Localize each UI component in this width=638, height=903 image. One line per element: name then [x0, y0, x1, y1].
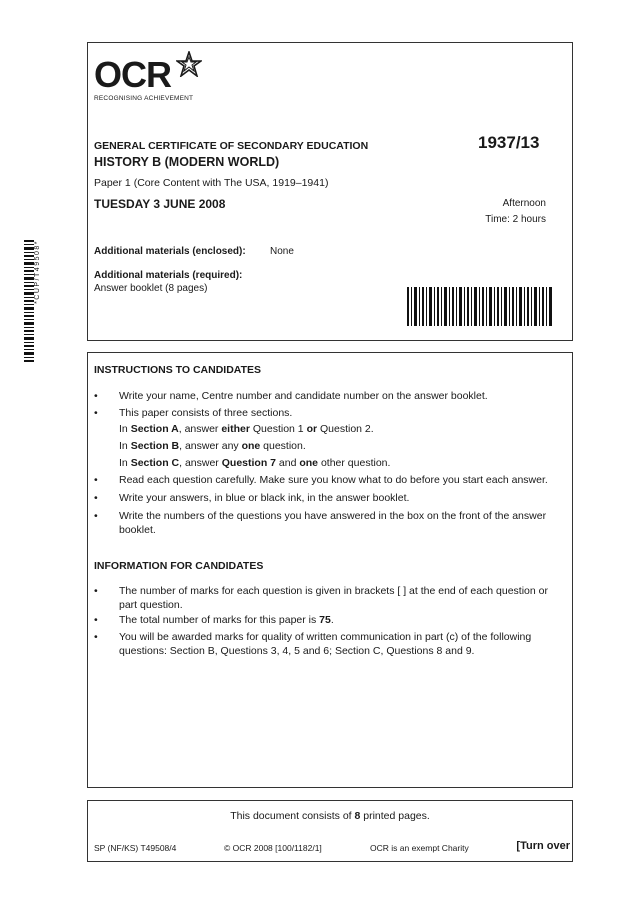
- logo-name: OCR: [94, 54, 171, 95]
- section-c-instruction: In Section C, answer Question 7 and one other question.: [119, 457, 391, 469]
- turn-over: [Turn over: [516, 840, 570, 852]
- materials-required-value: Answer booklet (8 pages): [94, 283, 208, 294]
- exam-time: Time: 2 hours: [485, 214, 546, 225]
- materials-enclosed-label: Additional materials (enclosed):: [94, 246, 246, 257]
- information-title: INFORMATION FOR CANDIDATES: [94, 560, 264, 572]
- paper-description: Paper 1 (Core Content with The USA, 1919–1941): [94, 177, 329, 189]
- logo-tagline: RECOGNISING ACHIEVEMENT: [94, 95, 194, 102]
- materials-required-label: Additional materials (required):: [94, 270, 243, 281]
- section-b-instruction: In Section B, answer any one question.: [119, 440, 306, 452]
- side-barcode: [24, 240, 34, 362]
- subject-title: HISTORY B (MODERN WORLD): [94, 155, 280, 169]
- qualification-title: GENERAL CERTIFICATE OF SECONDARY EDUCATION: [94, 140, 369, 152]
- paper-reference: SP (NF/KS) T49508/4: [94, 843, 177, 853]
- side-barcode-text: *CUP/T49508*: [34, 240, 41, 304]
- materials-enclosed-value: None: [270, 246, 294, 257]
- charity-note: OCR is an exempt Charity: [370, 843, 469, 853]
- exam-session: Afternoon: [502, 198, 546, 209]
- ocr-logo: [94, 54, 234, 115]
- paper-code: 1937/13: [478, 133, 540, 152]
- instructions-title: INSTRUCTIONS TO CANDIDATES: [94, 364, 262, 376]
- copyright: © OCR 2008 [100/1182/1]: [224, 843, 322, 853]
- exam-date: TUESDAY 3 JUNE 2008: [94, 197, 226, 211]
- page-count-note: This document consists of 8 printed pages.: [230, 810, 430, 822]
- section-a-instruction: In Section A, answer either Question 1 or Question 2.: [119, 423, 374, 435]
- star-icon: [176, 51, 202, 77]
- paper-barcode: [407, 287, 553, 326]
